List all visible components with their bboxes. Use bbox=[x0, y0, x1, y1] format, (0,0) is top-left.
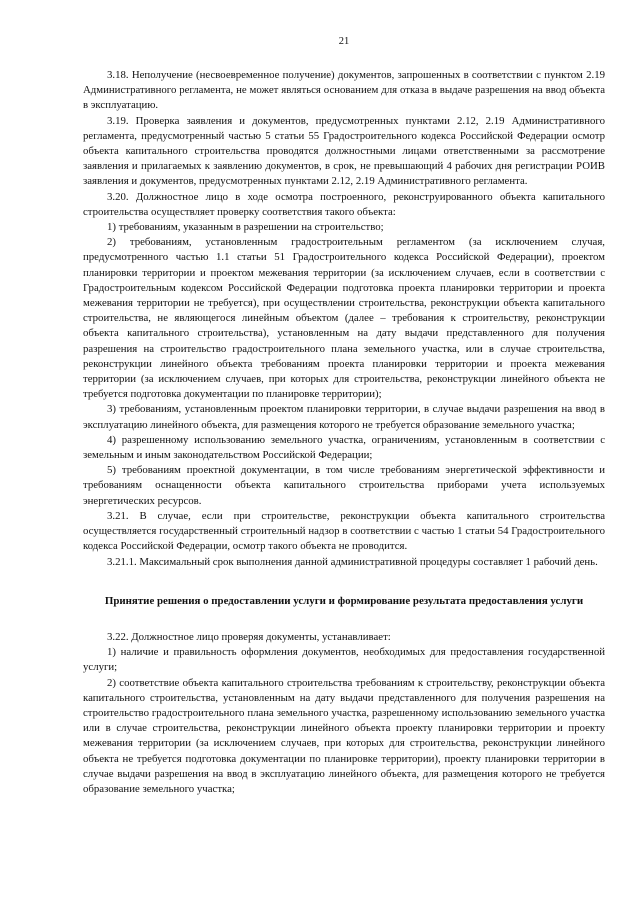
paragraph-3-22: 3.22. Должностное лицо проверяя документы, устанавливает: bbox=[107, 630, 391, 643]
paragraph-3-20-item-2: 2) требованиям, установленным градостроительным регламентом (за исключением случая, предусмотренного частью 1.1 статьи 51 Градостроительного кодекса Российской Федерации), проектом планировки территории и проектом межевания территории (за исключением случаев, если в соответствии с Градостроительным кодексом Российской Федерации подготовка проекта планировки территории и проекта межевания территории не требуется), при осуществлении строительства, реконструкции объекта капитального строительства, не являющегося линейным объектом (далее – требования к строительству, реконструкции объекта капитального строительства), установленным на дату выдачи представленного для получения разрешения на строительство градостроительного плана земельного участка, или в случае строительства, реконструкции линейного объекта требованиям проекта планировки территории и проекта межевания территории (за исключением случаев, при которых для строительства, реконструкции линейного объекта не требуется подготовка документации по планировке территории); bbox=[83, 236, 605, 401]
paragraph-3-20-item-1: 1) требованиям, указанным в разрешении на строительство; bbox=[107, 221, 384, 234]
paragraph-3-20: 3.20. Должностное лицо в ходе осмотра построенного, реконструированного объекта капитального строительства осуществляет проверку соответствия такого объекта: bbox=[83, 190, 605, 218]
paragraph-3-21-1: 3.21.1. Максимальный срок выполнения данной административной процедуры составляет 1 рабочий день. bbox=[107, 555, 598, 568]
section-paragraphs-top bbox=[83, 68, 605, 570]
paragraph-3-19: 3.19. Проверка заявления и документов, предусмотренных пунктами 2.12, 2.19 Административного регламента, предусмотренный частью 5 статьи 55 Градостроительного кодекса Российской Федерации осмотр объекта капитального строительства проводятся должностными лицами ответственными за рассмотрение заявления и прилагаемых к заявлению документов, в срок, не превышающий 4 рабочих дня регистрации РОИВ заявления и документов, предусмотренных пунктами 2.12, 2.19 Административного регламента. bbox=[83, 114, 605, 188]
paragraph-3-21: 3.21. В случае, если при строительстве, реконструкции объекта капитального строительства осуществляется государственный строительный надзор в соответствии с частью 1 статьи 54 Градостроительного кодекса Российской Федерации, осмотр такого объекта не проводится. bbox=[83, 509, 605, 553]
paragraph-3-20-item-5: 5) требованиям проектной документации, в том числе требованиям энергетической эффективности и требованиям оснащенности объекта капитального строительства приборами учета используемых энергетических ресурсов. bbox=[83, 464, 605, 507]
section-paragraphs-bottom bbox=[83, 630, 605, 797]
paragraph-3-22-item-1: 1) наличие и правильность оформления документов, необходимых для предоставления государственной услуги; bbox=[83, 646, 605, 674]
page-number: 21 bbox=[338, 36, 350, 47]
section-heading: Принятие решения о предоставлении услуги и формирование результата предоставления услуги bbox=[104, 594, 584, 607]
paragraph-3-18: 3.18. Неполучение (несвоевременное получение) документов, запрошенных в соответствии с пунктом 2.19 Административного регламента, не может являться основанием для отказа в выдаче разрешения на ввод объекта в эксплуатацию. bbox=[83, 69, 605, 112]
paragraph-3-22-item-2: 2) соответствие объекта капитального строительства требованиям к строительству, реконструкции объекта капитального строительства, установленным на дату выдачи представленного для получения разрешения на строительство градостроительного плана земельного участка, разрешенному использованию земельного участка или в случае строительства, реконструкции линейного объекта проекту планировки территории и проекту межевания территории (за исключением случаев, при которых для строительства, реконструкции линейного объекта не требуется подготовка документации по планировке территории), проекту планировки территории в случае выдачи разрешения на ввод в эксплуатацию линейного объекта, для размещения которого не требуется образование земельного участка; bbox=[83, 676, 605, 795]
paragraph-3-20-item-3: 3) требованиям, установленным проектом планировки территории, в случае выдачи разрешения на ввод в эксплуатацию линейного объекта, для размещения которого не требуется образование земельного участка; bbox=[83, 403, 605, 431]
paragraph-3-20-item-4: 4) разрешенному использованию земельного участка, ограничениям, установленным в соответствии с земельным и иным законодательством Российской Федерации; bbox=[83, 433, 605, 462]
